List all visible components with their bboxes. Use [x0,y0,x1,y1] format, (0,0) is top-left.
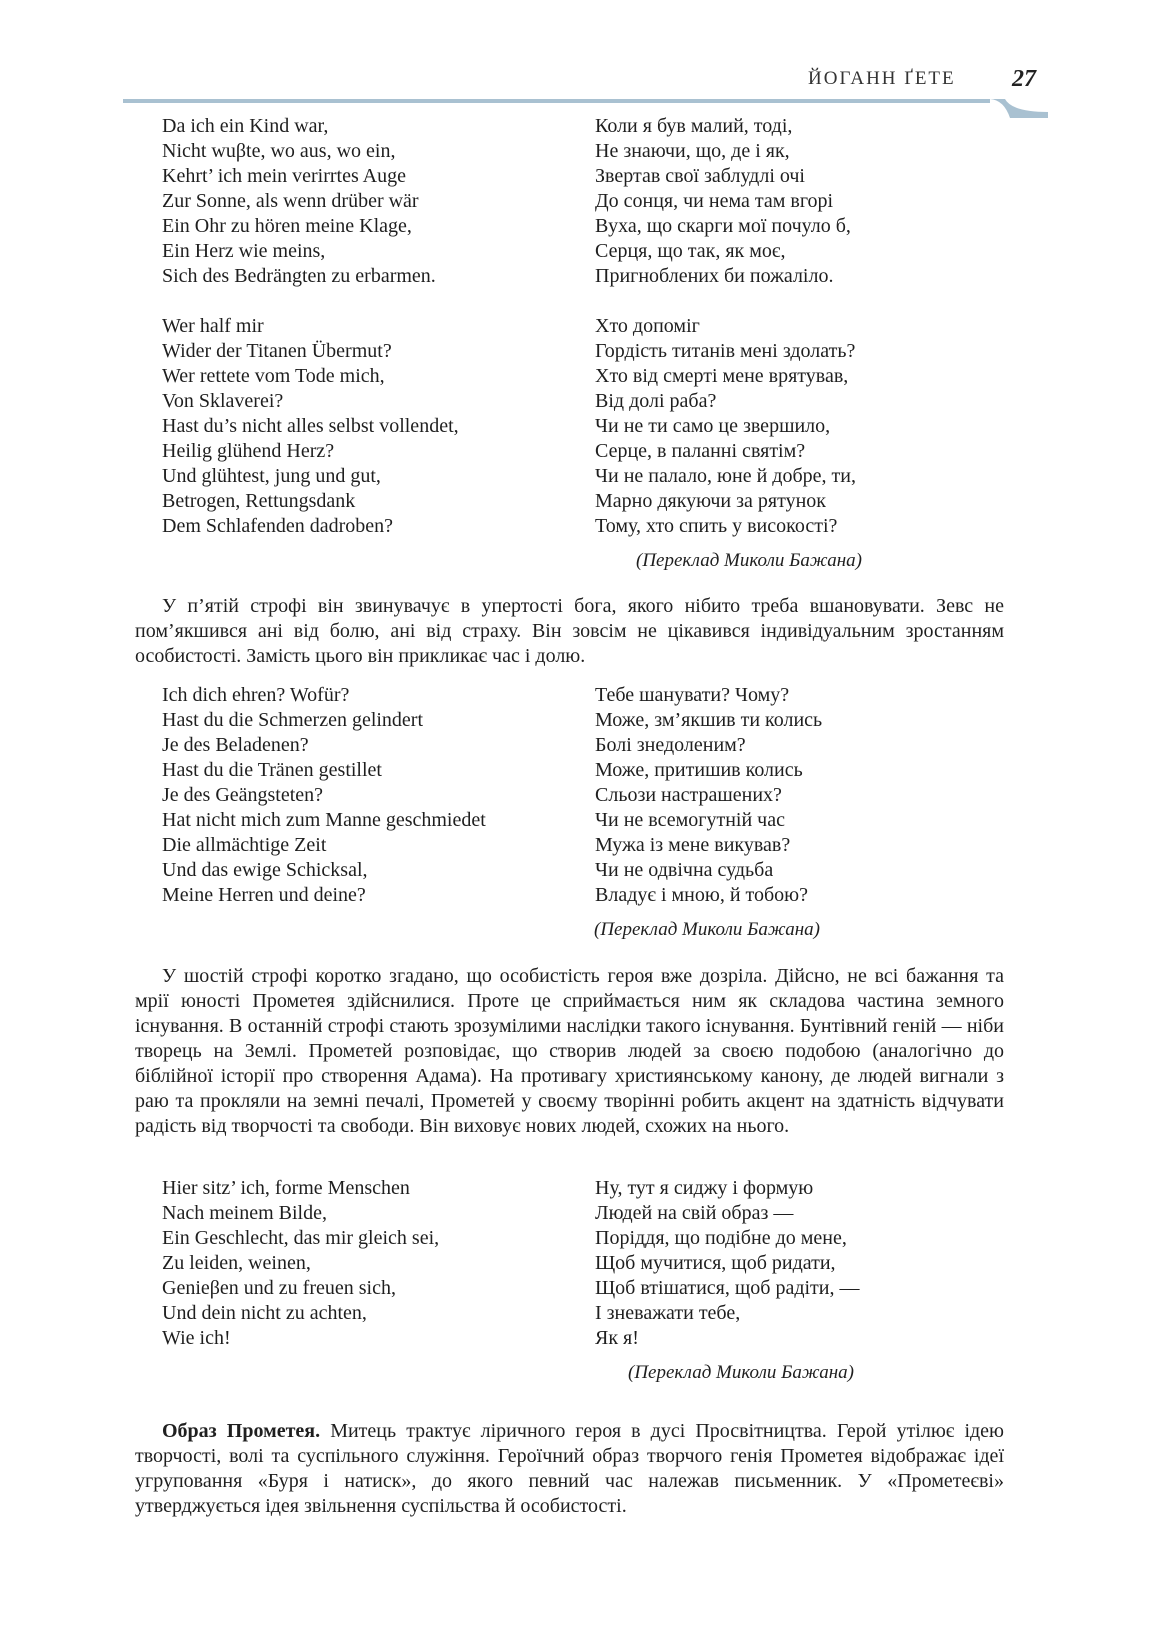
poem-line [162,1251,860,1276]
ukrainian-line: Пригноблених би пожаліло. [595,265,834,287]
german-line: Betrogen, Rettungsdank [162,490,356,512]
poem-line [162,1201,860,1226]
ukrainian-line: Щоб мучитися, щоб ридати, [595,1252,836,1274]
ukrainian-line: Гордість титанів мені здолать? [595,340,856,362]
poem-line [162,683,822,708]
poem-line [162,1326,860,1351]
poem-line [162,783,822,808]
german-line: Wer rettete vom Tode mich, [162,365,385,387]
german-line: Und dein nicht zu achten, [162,1302,367,1324]
translation-credit: (Переклад Миколи Бажана) [594,919,820,940]
german-line: Nach meinem Bilde, [162,1202,327,1224]
ukrainian-line: Марно дякуючи за рятунок [595,490,826,512]
ukrainian-line: Чи не одвічна судьба [595,859,774,881]
ukrainian-line: Звертав свої заблудлі очі [595,165,805,187]
german-line: Zu leiden, weinen, [162,1252,311,1274]
running-header-title: ЙОГАНН ҐЕТЕ [808,68,956,89]
ukrainian-line: Людей на свій образ — [595,1202,794,1224]
german-line: Da ich ein Kind war, [162,115,329,137]
poem-line [162,189,856,214]
poem-line [162,1226,860,1251]
german-line: Hat nicht mich zum Manne geschmiedet [162,809,486,831]
poem-line [162,833,822,858]
poem-line [162,808,822,833]
poem-line [162,414,856,439]
ukrainian-line: Мужа із мене викував? [595,834,791,856]
ukrainian-line: Може, притишив колись [595,759,803,781]
poem-line [162,514,856,539]
poem-line [162,389,856,414]
poem-line [162,139,856,164]
poem-line [162,364,856,389]
poem-line [162,708,822,733]
poem-block-2 [162,683,822,908]
ukrainian-line: Хто допоміг [595,315,700,337]
german-line: Hast du die Schmerzen gelindert [162,709,424,731]
poem-line [162,239,856,264]
ukrainian-line: Ну, тут я сиджу і формую [595,1177,814,1199]
german-line: Hast du die Tränen gestillet [162,759,382,781]
poem-line [162,1301,860,1326]
ukrainian-line: Може, зм’якшив ти колись [595,709,823,731]
ukrainian-line: Коли я був малий, тоді, [595,115,793,137]
poem-line [162,858,822,883]
ukrainian-line: Як я! [595,1327,639,1349]
ukrainian-line: Чи не всемогутній час [595,809,785,831]
german-line: Ich dich ehren? Wofür? [162,684,350,706]
german-line: Je des Geängsteten? [162,784,324,806]
german-line: Je des Beladenen? [162,734,309,756]
ukrainian-line: Чи не палало, юне й добре, ти, [595,465,856,487]
ukrainian-line: Поріддя, що подібне до мене, [595,1227,847,1249]
poem-line [162,214,856,239]
poem-block-3 [162,1176,860,1351]
german-line: Ein Ohr zu hören meine Klage, [162,215,412,237]
german-line: Wer half mir [162,315,264,337]
poem-line [162,489,856,514]
german-line: Hast du’s nicht alles selbst vollendet, [162,415,459,437]
poem-line [162,339,856,364]
german-line: Heilig glühend Herz? [162,440,335,462]
german-line: Nicht wuβte, wo aus, wo ein, [162,140,396,162]
body-paragraph: У шостій строфі коротко згадано, що особистість героя вже дозріла. Дійсно, не всі бажання та мрії юності Прометея здійснилися. Проте це сприймається ним як складова частина земного існування. В останній строфі стають зрозумілими наслідки такого існування. Бунтівний геній — ніби творець на Землі. Прометей розповідає, що створив людей за своєю подобою (аналогічно до біблійної історії про створення Адама). На противагу християнському канону, де людей вигнали з раю та прокляли на земні печалі, Прометей у своєму творінні робить акцент на здатність відчувати радість від творчості та свободи. Він виховує нових людей, схожих на нього. [135,965,1004,1137]
poem-block-1 [162,114,856,539]
ukrainian-line: Щоб втішатися, щоб радіти, — [595,1277,860,1299]
poem-line [162,758,822,783]
german-line: Wie ich! [162,1327,231,1349]
ukrainian-line: Вуха, що скарги мої почуло б, [595,215,851,237]
section-text: Митець трактує ліричного героя в дусі Просвітництва. Герой утілює ідею творчості, волі та суспільного служіння. Героїчний образ творчого генія Прометея відображає ідеї угруповання «Буря і натиск», до якого певний час належав письменник. У «Прометеєві» утверджується ідея звільнення суспільства й особистості. [135,1420,1004,1517]
body-paragraph: У п’ятій строфі він звинувачує в упертості бога, якого нібито треба вшановувати. Зевс не пом’якшився ані від болю, ані від страху. Він зовсім не цікавився індивідуальним зростанням особистості. Замість цього він прикликає час і долю. [135,595,1004,667]
ukrainian-line: Серце, в паланні святім? [595,440,806,462]
ukrainian-line: Від долі раба? [595,390,717,412]
poem-line [162,464,856,489]
ukrainian-line: Владує і мною, й тобою? [595,884,808,906]
poem-line [162,314,856,339]
german-line: Dem Schlafenden dadroben? [162,515,394,537]
translation-credit: (Переклад Миколи Бажана) [628,1362,854,1383]
ukrainian-line: Сльози настрашених? [595,784,782,806]
page-number: 27 [1012,66,1036,92]
ukrainian-line: І зневажати тебе, [595,1302,741,1324]
poem-line [162,1176,860,1201]
ukrainian-line: Серця, що так, як моє, [595,240,786,262]
german-line: Von Sklaverei? [162,390,284,412]
german-line: Die allmächtige Zeit [162,834,327,856]
poem-line [162,114,856,139]
german-line: Kehrt’ ich mein verirrtes Auge [162,165,406,187]
german-line: Hier sitz’ ich, forme Menschen [162,1177,410,1199]
poem-line [162,164,856,189]
poem-line [162,264,856,289]
ukrainian-line: Хто від смерті мене врятував, [595,365,849,387]
ukrainian-line: Тебе шанувати? Чому? [595,684,790,706]
poem-line [162,883,822,908]
german-line: Wider der Titanen Übermut? [162,340,392,362]
german-line: Ein Herz wie meins, [162,240,326,262]
poem-line [162,733,822,758]
german-line: Ein Geschlecht, das mir gleich sei, [162,1227,440,1249]
german-line: Und glühtest, jung und gut, [162,465,381,487]
body-paragraph-obraz [135,1419,1004,1519]
german-line: Meine Herren und deine? [162,884,366,906]
poem-line [162,1276,860,1301]
german-line: Genieβen und zu freuen sich, [162,1277,396,1299]
ukrainian-line: Тому, хто спить у високості? [595,515,838,537]
german-line: Sich des Bedrängten zu erbarmen. [162,265,436,287]
section-lead: Образ Прометея. [162,1420,321,1442]
ukrainian-line: До сонця, чи нема там вгорі [595,190,834,212]
ukrainian-line: Чи не ти само це звершило, [595,415,831,437]
translation-credit: (Переклад Миколи Бажана) [636,550,862,571]
german-line: Zur Sonne, als wenn drüber wär [162,190,419,212]
ukrainian-line: Не знаючи, що, де і як, [595,140,790,162]
ukrainian-line: Болі знедоленим? [595,734,746,756]
german-line: Und das ewige Schicksal, [162,859,368,881]
poem-line [162,439,856,464]
